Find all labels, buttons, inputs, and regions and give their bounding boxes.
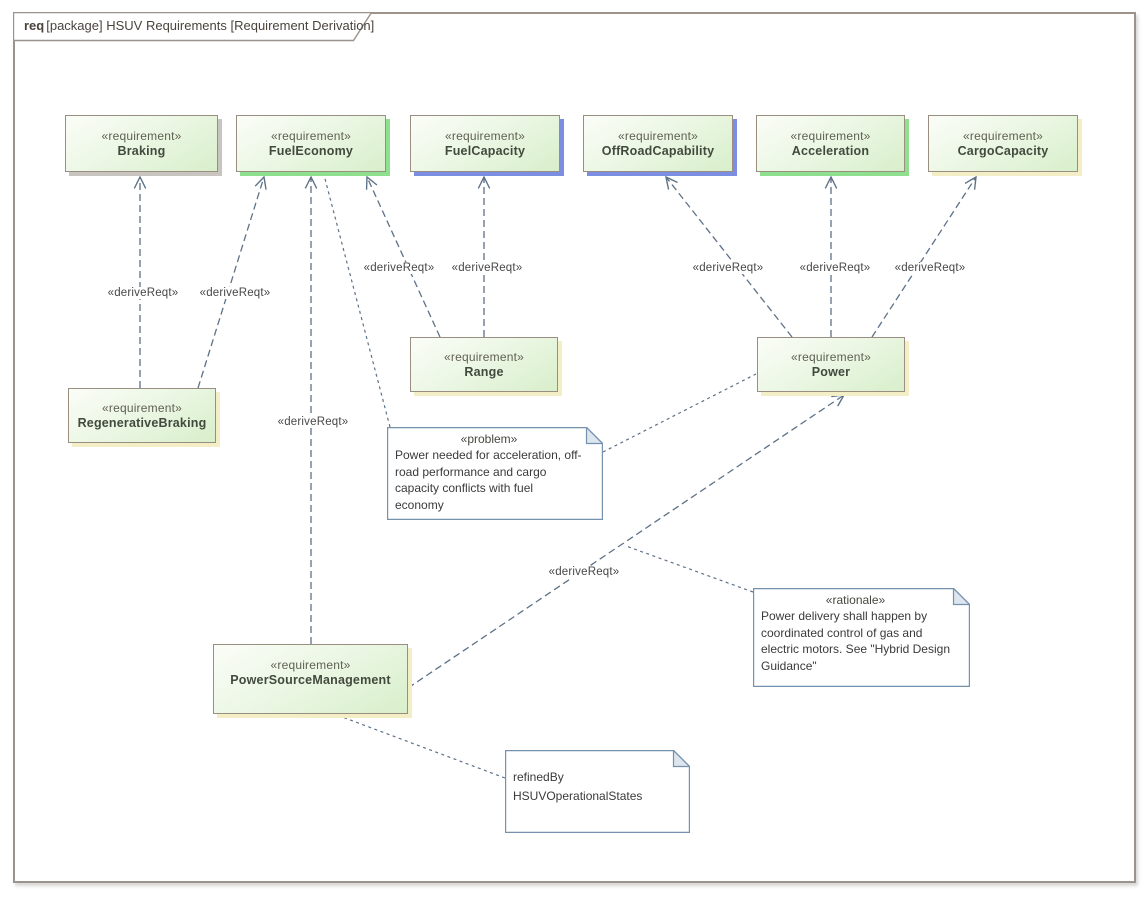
requirement-power[interactable]: [757, 337, 905, 392]
derive-label[interactable]: «deriveReqt»: [797, 262, 874, 274]
requirement-name: Braking: [117, 144, 166, 158]
requirement-braking[interactable]: [65, 115, 218, 172]
stereotype-label: «requirement»: [102, 401, 182, 415]
requirement-name: Range: [464, 365, 504, 379]
refinedby-note[interactable]: [505, 750, 690, 833]
stereotype-label: «requirement»: [101, 129, 182, 143]
stereotype-label: «requirement»: [444, 350, 524, 364]
derive-label[interactable]: «deriveReqt»: [275, 416, 352, 428]
requirement-name: CargoCapacity: [957, 144, 1049, 158]
derive-label[interactable]: «deriveReqt»: [105, 287, 182, 299]
note-body: Power needed for acceleration, off-road performance and cargo capacity conflicts with fuel economy: [395, 448, 582, 512]
diagram-title: [24, 18, 374, 33]
note-stereotype: «problem»: [460, 432, 518, 446]
derive-label[interactable]: «deriveReqt»: [690, 262, 767, 274]
requirement-regenerativebraking[interactable]: [68, 388, 216, 443]
requirement-name: FuelEconomy: [268, 144, 354, 158]
requirement-fuelcapacity[interactable]: [410, 115, 560, 172]
stereotype-label: «requirement»: [790, 129, 871, 143]
requirement-name: Power: [811, 365, 851, 379]
derive-label[interactable]: «deriveReqt»: [361, 262, 438, 274]
requirement-name: RegenerativeBraking: [77, 416, 207, 430]
requirement-powersourcemanagement[interactable]: [213, 644, 408, 714]
derive-label[interactable]: «deriveReqt»: [197, 287, 274, 299]
stereotype-label: «requirement»: [270, 658, 351, 672]
derive-label[interactable]: «deriveReqt»: [892, 262, 969, 274]
requirement-fueleconomy[interactable]: [236, 115, 386, 172]
requirement-offroadcapability[interactable]: [583, 115, 733, 172]
requirement-name: FuelCapacity: [444, 144, 526, 158]
stereotype-label: «requirement»: [445, 129, 525, 143]
note-line: HSUVOperationalStates: [513, 789, 643, 804]
rationale-note[interactable]: [753, 588, 970, 687]
note-stereotype: «rationale»: [825, 593, 886, 607]
requirement-range[interactable]: [410, 337, 558, 392]
derive-label[interactable]: «deriveReqt»: [449, 262, 526, 274]
note-body: Power delivery shall happen by coordinated control of gas and electric motors. See "Hybrid Design Guidance": [761, 609, 950, 673]
derive-label[interactable]: «deriveReqt»: [546, 566, 623, 578]
requirement-acceleration[interactable]: [756, 115, 905, 172]
frame-title-text: [package] HSUV Requirements [Requirement Derivation]: [46, 18, 375, 33]
stereotype-label: «requirement»: [791, 350, 871, 364]
stereotype-label: «requirement»: [963, 129, 1043, 143]
requirement-name: Acceleration: [791, 144, 870, 158]
problem-note[interactable]: [387, 427, 603, 520]
requirement-name: PowerSourceManagement: [230, 673, 391, 687]
frame-keyword: req: [24, 18, 45, 33]
note-line: refinedBy: [513, 770, 564, 784]
stereotype-label: «requirement»: [618, 129, 698, 143]
requirement-cargocapacity[interactable]: [928, 115, 1078, 172]
stereotype-label: «requirement»: [271, 129, 351, 143]
requirement-name: OffRoadCapability: [601, 144, 715, 158]
